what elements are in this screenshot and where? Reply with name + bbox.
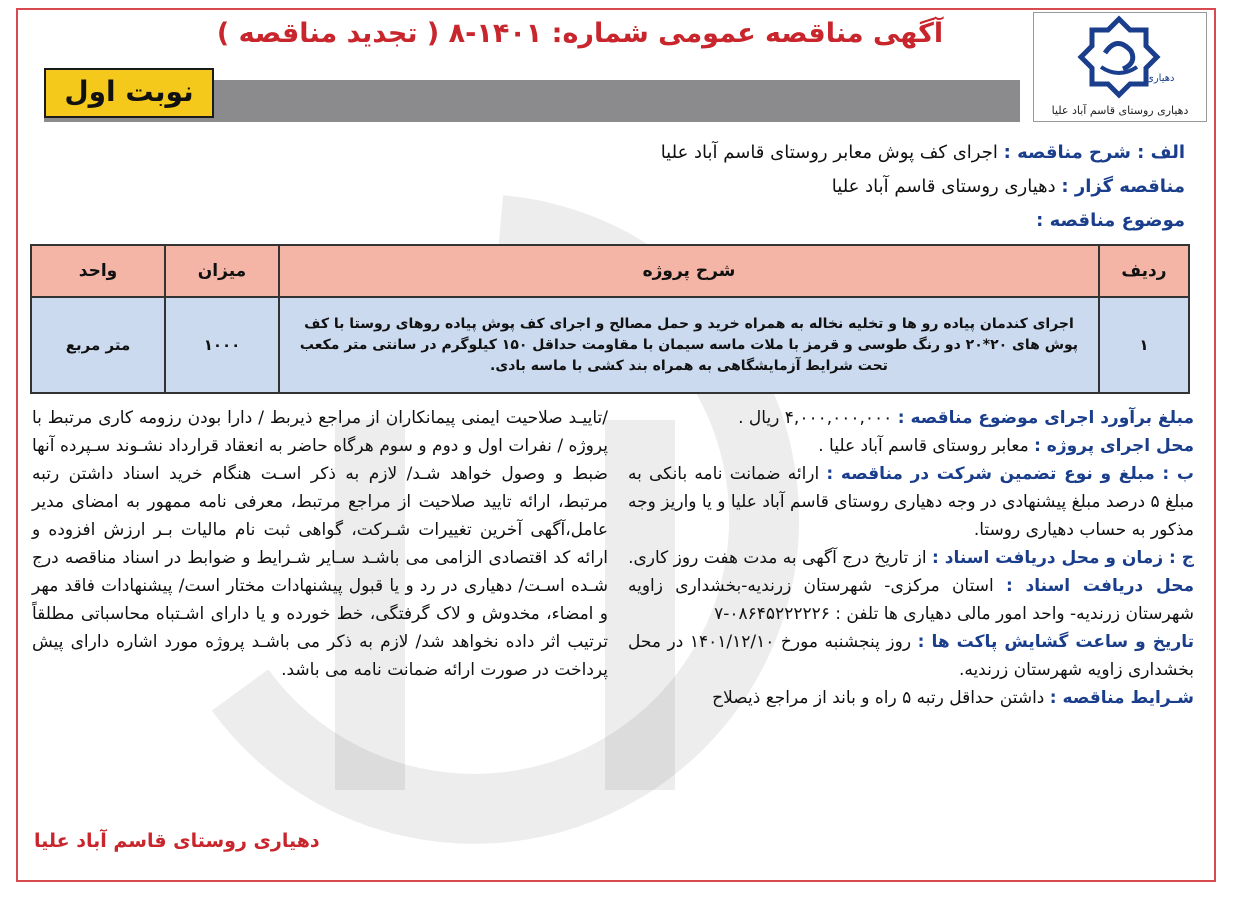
estimate-label: مبلغ برآورد اجرای موضوع مناقصه : <box>897 408 1194 428</box>
cell-row-number: ۱ <box>1099 297 1189 393</box>
documents-time-label: ج : زمان و محل دریافت اسناد : <box>932 548 1194 568</box>
tender-description-line <box>661 142 1185 163</box>
header-row-number: ردیف <box>1099 245 1189 297</box>
opening-label: تاریخ و ساعت گشایش پاکت ها : <box>917 632 1194 652</box>
page-title: آگهی مناقصه عمومی شماره: ۱۴۰۱-۸ ( تجدید مناقصه ) <box>216 18 944 49</box>
location-value: معابر روستای قاسم آباد علیا . <box>818 436 1029 456</box>
documents-time-value: از تاریخ درج آگهی به مدت هفت روز کاری. <box>628 548 927 568</box>
cell-unit: متر مربع <box>31 297 165 393</box>
logo-mark-text: دهیاری <box>1146 73 1175 84</box>
publication-round-badge: نوبت اول <box>44 68 214 118</box>
guarantee-value: ارائه ضمانت نامه بانکی به مبلغ ۵ درصد مبلغ پیشنهادی در وجه دهیاری روستای قاسم آباد علیا و یا واریز وجه مذکور به حساب دهیاری روستا. <box>628 464 1194 540</box>
star-emblem-icon <box>1034 13 1204 99</box>
header-description: شرح پروژه <box>279 245 1099 297</box>
tender-description-label: الف : شرح مناقصه : <box>1003 142 1185 163</box>
table-row <box>31 297 1189 393</box>
conditions-value: داشتن حداقل رتبه ۵ راه و باند از مراجع ذیصلاح <box>712 688 1045 708</box>
documents-place-value: استان مرکزی- شهرستان زرندیه-بخشداری زاویه شهرستان زرندیه- واحد امور مالی دهیاری ها تلفن : ۰۸۶۴۵۲۲۲۲۲۶-۷ <box>628 576 1194 624</box>
guarantee-label: ب : مبلغ و نوع تضمین شرکت در مناقصه : <box>826 464 1194 484</box>
conditions-paragraph <box>628 684 1194 712</box>
table-header-row <box>31 245 1189 297</box>
signature: دهیاری روستای قاسم آباد علیا <box>34 830 320 852</box>
documents-time-paragraph <box>628 544 1194 572</box>
location-label: محل اجرای پروژه : <box>1034 436 1194 456</box>
cell-amount: ۱۰۰۰ <box>165 297 279 393</box>
documents-place-label: محل دریافت اسناد : <box>1005 576 1194 596</box>
tender-organizer-label: مناقصه گزار : <box>1061 176 1185 197</box>
opening-paragraph <box>628 628 1194 684</box>
tender-organizer-line <box>832 176 1185 197</box>
guarantee-paragraph <box>628 460 1194 544</box>
cell-description: اجرای کندمان پیاده رو ها و تخلیه نخاله به همراه خرید و حمل مصالح و اجرای کف پوش پیاده روهای روستا با کف پوش های ۲۰*۲۰ دو رنگ طوسی و قرمز با ملات ماسه سیمان با مقاومت حداقل ۱۵۰ کیلوگرم در سانتی متر مکعب تحت شرایط آزمایشگاهی به همراه بند کشی با ماسه بادی. <box>279 297 1099 393</box>
tender-organizer-value: دهیاری روستای قاسم آباد علیا <box>831 176 1056 197</box>
conditions-label: شـرایط مناقصه : <box>1049 688 1194 708</box>
tender-subject-label: موضوع مناقصه : <box>1036 210 1185 231</box>
organization-logo <box>1033 12 1207 122</box>
left-column-text: /تاییـد صلاحیت ایمنی پیمانکاران از مراجع ذیربط / دارا بودن رزومه کاری مرتبط با پروژه / نفرات اول و دوم و سوم هرگاه حاضر به انعقاد قرارداد نشـوند سـپرده آنها ضبط و وصول خواهد شـد/ لازم به ذکر اسـت هنگام خرید اسناد داشتن رتبه مرتبط، ارائه تایید صلاحیت از مراجع مرتبط، معرفی نامه ممهور به امضای مدیر عامل،آگهی آخرین تغییرات شـرکت، گواهی ثبت نام مالیات بـر ارزش افزوده و ارائه کد اقتصادی الزامی می باشـد سـایر شـرایط و ضوابط در اسناد مناقصه درج شـده اسـت/ دهیاری در رد و یا قبول پیشنهادات مختار است/ پیشنهادات فاقد مهر و امضاء، مخدوش و لاک گرفتگی، خط خورده و یا دارای اشـتباه محاسباتی مطلقاً ترتیب اثر داده نخواهد شد/ لازم به ذکر می باشـد پروژه مورد اشاره دارای پیش پرداخت در صورت ارائه ضمانت نامه می باشد. <box>32 408 608 680</box>
location-paragraph <box>628 432 1194 460</box>
tender-description-value: اجرای کف پوش معابر روستای قاسم آباد علیا <box>660 142 998 163</box>
tender-subject-line <box>1036 210 1185 231</box>
header-amount: میزان <box>165 245 279 297</box>
project-table <box>30 244 1190 394</box>
opening-value: روز پنجشنبه مورخ ۱۴۰۱/۱۲/۱۰ در محل بخشداری زاویه شهرستان زرندیه. <box>628 632 1194 680</box>
right-column <box>628 404 1194 712</box>
header-unit: واحد <box>31 245 165 297</box>
estimate-value: ۴,۰۰۰,۰۰۰,۰۰۰ ریال . <box>738 408 893 428</box>
logo-caption: دهیاری روستای قاسم آباد علیا <box>1051 104 1189 117</box>
documents-place-paragraph <box>628 572 1194 628</box>
estimate-paragraph <box>628 404 1194 432</box>
